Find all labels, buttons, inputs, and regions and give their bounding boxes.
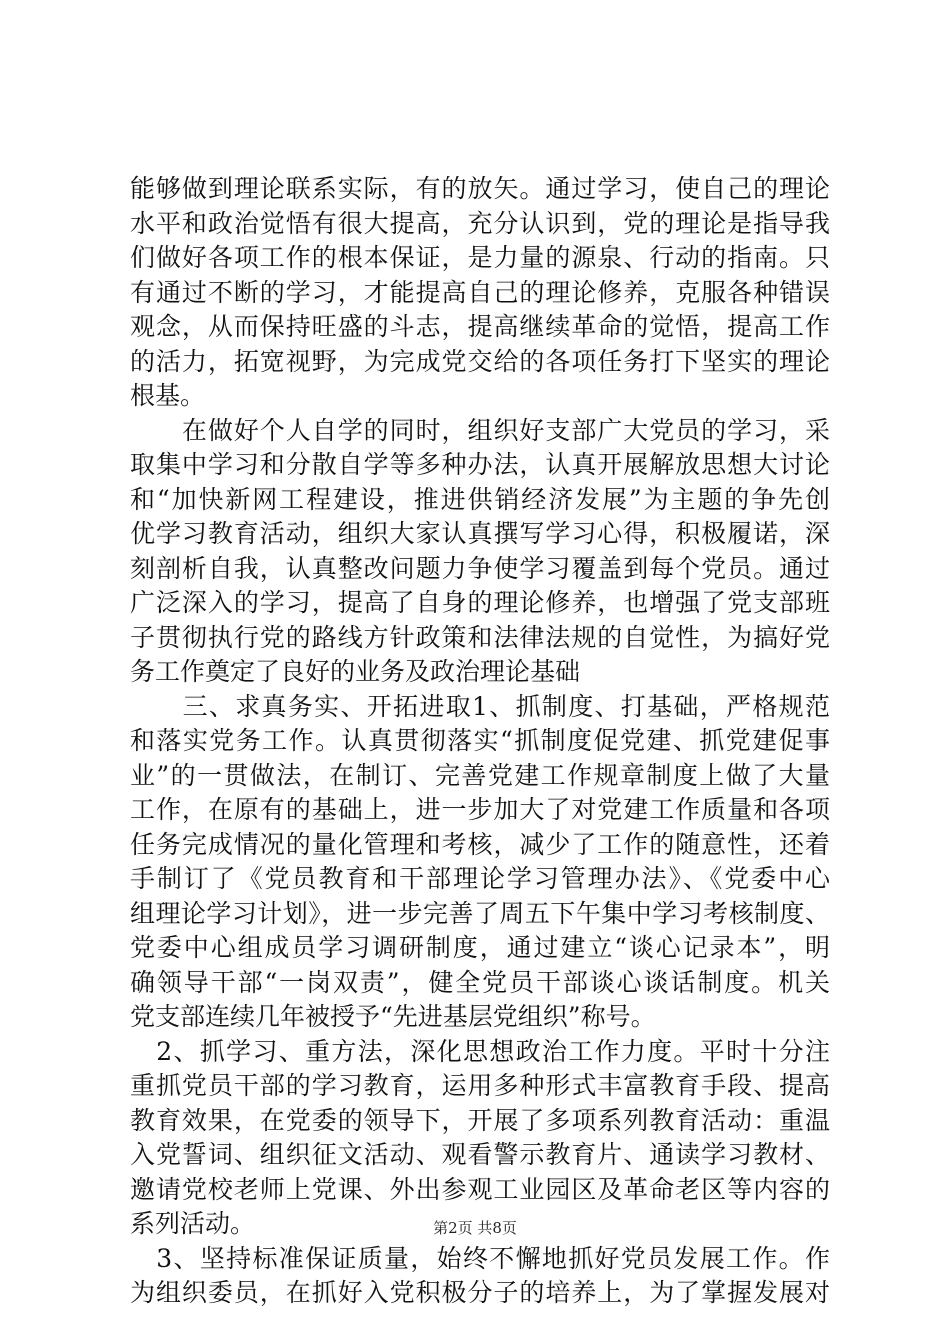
text-line: 能够做到理论联系实际，有的放矢。通过学习，使自己的理论 xyxy=(130,174,830,203)
text-line: 和落实党务工作。认真贯彻落实“抓制度促党建、抓党建促事 xyxy=(130,726,830,755)
text-line: 业”的一贯做法，在制订、完善党建工作规章制度上做了大量 xyxy=(130,760,830,790)
text-line: 重抓党员干部的学习教育，运用多种形式丰富教育手段、提高 xyxy=(130,1071,830,1100)
text-line: 根基。 xyxy=(130,381,206,410)
text-line: 手制订了《党员教育和干部理论学习管理办法》、《党委中心 xyxy=(130,864,830,893)
text-line: 工作，在原有的基础上，进一步加大了对党建工作质量和各项 xyxy=(130,795,830,824)
page-footer: 第2页 共8页 xyxy=(433,1219,517,1237)
text-line: 三、求真务实、开拓进取1、抓制度、打基础，严格规范 xyxy=(130,691,830,721)
text-line: 的活力，拓宽视野，为完成党交给的各项任务打下坚实的理论 xyxy=(130,346,830,376)
text-line: 在做好个人自学的同时，组织好支部广大党员的学习，采 xyxy=(130,415,830,445)
text-line: 有通过不断的学习，才能提高自己的理论修养，克服各种错误 xyxy=(130,277,830,307)
text-line: 3、坚持标准保证质量，始终不懈地抓好党员发展工作。作 xyxy=(130,1243,830,1273)
text-line: 党委中心组成员学习调研制度，通过建立“谈心记录本”，明 xyxy=(130,933,830,962)
text-line: 优学习教育活动，组织大家认真撰写学习心得，积极履诺，深 xyxy=(130,519,830,548)
text-line: 教育效果，在党委的领导下，开展了多项系列教育活动：重温 xyxy=(130,1105,830,1135)
text-line: 确领导干部“一岗双责”，健全党员干部谈心谈话制度。机关 xyxy=(130,967,830,997)
text-line: 入党誓词、组织征文活动、观看警示教育片、通读学习教材、 xyxy=(130,1140,830,1169)
text-line: 和“加快新网工程建设，推进供销经济发展”为主题的争先创 xyxy=(130,484,830,514)
document-body xyxy=(130,172,830,1311)
text-line: 观念，从而保持旺盛的斗志，提高继续革命的觉悟，提高工作 xyxy=(130,312,830,341)
text-line: 务工作奠定了良好的业务及政治理论基础 xyxy=(130,657,581,686)
text-line: 刻剖析自我，认真整改问题力争使学习覆盖到每个党员。通过 xyxy=(130,553,830,583)
text-line: 子贯彻执行党的路线方针政策和法律法规的自觉性，为搞好党 xyxy=(130,622,830,652)
text-line: 广泛深入的学习，提高了自身的理论修养，也增强了党支部班 xyxy=(130,588,830,617)
text-line: 2、抓学习、重方法，深化思想政治工作力度。平时十分注 xyxy=(130,1036,830,1066)
text-line: 们做好各项工作的根本保证，是力量的源泉、行动的指南。只 xyxy=(130,243,830,272)
text-line: 取集中学习和分散自学等多种办法，认真开展解放思想大讨论 xyxy=(130,450,830,479)
text-line: 系列活动。 xyxy=(130,1209,256,1238)
text-line: 任务完成情况的量化管理和考核，减少了工作的随意性，还着 xyxy=(130,829,830,859)
text-line: 邀请党校老师上党课、外出参观工业园区及革命老区等内容的 xyxy=(130,1174,830,1204)
text-line: 为组织委员，在抓好入党积极分子的培养上，为了掌握发展对 xyxy=(130,1278,830,1307)
text-line: 水平和政治觉悟有很大提高，充分认识到，党的理论是指导我 xyxy=(130,208,830,238)
text-line: 组理论学习计划》，进一步完善了周五下午集中学习考核制度、 xyxy=(130,898,830,928)
text-line: 党支部连续几年被授予“先进基层党组织”称号。 xyxy=(130,1002,656,1031)
